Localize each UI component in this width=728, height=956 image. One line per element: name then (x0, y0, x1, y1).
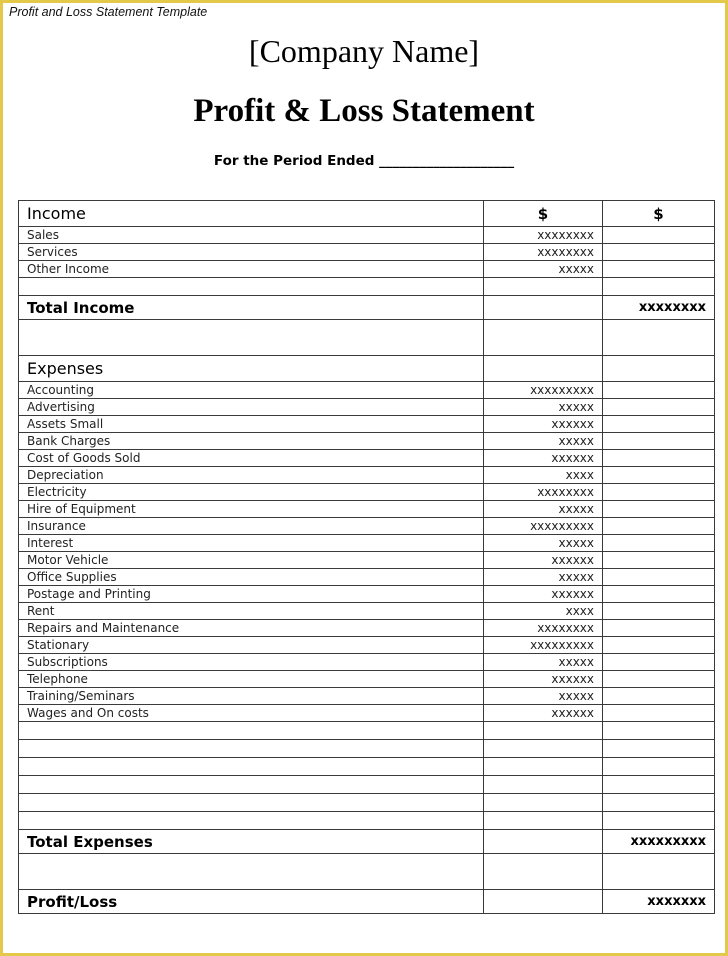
empty-cell (19, 278, 484, 296)
empty-cell (603, 758, 715, 776)
table-row (19, 450, 715, 467)
line-item-amount: xxxxxxxxx (484, 637, 603, 654)
line-item-label: Interest (19, 535, 484, 552)
line-item-label: Cost of Goods Sold (19, 450, 484, 467)
blank-row (19, 776, 715, 794)
line-item-label: Electricity (19, 484, 484, 501)
expenses-heading: Expenses (19, 356, 484, 382)
empty-cell (603, 416, 715, 433)
empty-cell (603, 320, 715, 356)
line-item-amount: xxxxxxxx (484, 227, 603, 244)
line-item-amount: xxxxxx (484, 705, 603, 722)
total-income-row-label: Total Income (19, 296, 484, 320)
total-income-row (19, 296, 715, 320)
table-row (19, 399, 715, 416)
line-item-amount: xxxxx (484, 433, 603, 450)
income-header-row (19, 201, 715, 227)
empty-cell (603, 637, 715, 654)
line-item-amount: xxxxxxxx (484, 484, 603, 501)
profit-loss-row-amount: xxxxxxx (603, 890, 715, 914)
total-expenses-row-label: Total Expenses (19, 830, 484, 854)
empty-cell (484, 278, 603, 296)
empty-cell (484, 740, 603, 758)
line-item-amount: xxxx (484, 467, 603, 484)
table-row (19, 620, 715, 637)
line-item-amount: xxxxxxxxx (484, 518, 603, 535)
empty-cell (603, 278, 715, 296)
line-item-amount: xxxxxx (484, 450, 603, 467)
empty-cell (603, 671, 715, 688)
empty-cell (484, 776, 603, 794)
total-income-row-amount: xxxxxxxx (603, 296, 715, 320)
line-item-label: Telephone (19, 671, 484, 688)
table-row (19, 467, 715, 484)
line-item-label: Sales (19, 227, 484, 244)
table-row (19, 382, 715, 399)
template-label: Profit and Loss Statement Template (9, 5, 208, 19)
company-name: [Company Name] (248, 33, 480, 69)
empty-cell (603, 812, 715, 830)
profit-loss-row (19, 890, 715, 914)
line-item-amount: xxxxxx (484, 586, 603, 603)
table-row (19, 518, 715, 535)
line-item-amount: xxxxx (484, 569, 603, 586)
blank-row (19, 722, 715, 740)
line-item-label: Assets Small (19, 416, 484, 433)
table-row (19, 637, 715, 654)
empty-cell (603, 244, 715, 261)
line-item-label: Training/Seminars (19, 688, 484, 705)
blank-row (19, 794, 715, 812)
blank-row (19, 812, 715, 830)
empty-cell (603, 854, 715, 890)
line-item-label: Office Supplies (19, 569, 484, 586)
empty-cell (603, 261, 715, 278)
line-item-label: Services (19, 244, 484, 261)
blank-row (19, 740, 715, 758)
line-item-label: Hire of Equipment (19, 501, 484, 518)
line-item-amount: xxxxx (484, 688, 603, 705)
line-item-amount: xxxxx (484, 501, 603, 518)
empty-cell (603, 740, 715, 758)
table-row (19, 484, 715, 501)
empty-cell (603, 586, 715, 603)
table-row (19, 501, 715, 518)
empty-cell (603, 501, 715, 518)
table-row (19, 261, 715, 278)
empty-cell (484, 890, 603, 914)
line-item-amount: xxxx (484, 603, 603, 620)
empty-cell (603, 603, 715, 620)
table-row (19, 671, 715, 688)
table-row (19, 433, 715, 450)
profit-loss-table (18, 200, 715, 914)
total-expenses-row (19, 830, 715, 854)
line-item-label: Accounting (19, 382, 484, 399)
table-row (19, 244, 715, 261)
line-item-label: Stationary (19, 637, 484, 654)
empty-cell (484, 296, 603, 320)
empty-cell (603, 569, 715, 586)
empty-cell (603, 382, 715, 399)
empty-cell (603, 227, 715, 244)
table-row (19, 227, 715, 244)
empty-cell (484, 758, 603, 776)
statement-title: Profit & Loss Statement (193, 93, 535, 129)
line-item-label: Motor Vehicle (19, 552, 484, 569)
empty-cell (603, 705, 715, 722)
empty-cell (603, 620, 715, 637)
empty-cell (484, 854, 603, 890)
empty-cell (484, 356, 603, 382)
line-item-amount: xxxxxxxx (484, 620, 603, 637)
empty-cell (484, 830, 603, 854)
line-item-label: Subscriptions (19, 654, 484, 671)
empty-cell (19, 854, 484, 890)
table-row (19, 603, 715, 620)
empty-cell (19, 722, 484, 740)
line-item-amount: xxxxx (484, 535, 603, 552)
empty-cell (484, 794, 603, 812)
empty-cell (19, 776, 484, 794)
table-row (19, 416, 715, 433)
line-item-amount: xxxxxx (484, 552, 603, 569)
empty-cell (603, 535, 715, 552)
empty-cell (603, 450, 715, 467)
empty-cell (603, 356, 715, 382)
line-item-amount: xxxxx (484, 399, 603, 416)
line-item-label: Insurance (19, 518, 484, 535)
line-item-label: Advertising (19, 399, 484, 416)
period-ended-label: For the Period Ended ____________________ (213, 153, 515, 169)
empty-cell (603, 722, 715, 740)
line-item-label: Postage and Printing (19, 586, 484, 603)
table-row (19, 688, 715, 705)
line-item-label: Other Income (19, 261, 484, 278)
empty-cell (484, 722, 603, 740)
line-item-amount: xxxxx (484, 654, 603, 671)
expenses-header-row (19, 356, 715, 382)
line-item-label: Repairs and Maintenance (19, 620, 484, 637)
line-item-label: Depreciation (19, 467, 484, 484)
table-row (19, 654, 715, 671)
empty-cell (603, 518, 715, 535)
table-row (19, 586, 715, 603)
empty-cell (603, 776, 715, 794)
line-item-amount: xxxxx (484, 261, 603, 278)
empty-cell (19, 812, 484, 830)
empty-cell (19, 320, 484, 356)
table-row (19, 535, 715, 552)
line-item-amount: xxxxxx (484, 671, 603, 688)
empty-cell (484, 812, 603, 830)
empty-cell (603, 794, 715, 812)
line-item-label: Rent (19, 603, 484, 620)
empty-cell (19, 794, 484, 812)
total-expenses-row-amount: xxxxxxxxx (603, 830, 715, 854)
table-row (19, 569, 715, 586)
income-heading: Income (19, 201, 484, 227)
line-item-amount: xxxxxx (484, 416, 603, 433)
line-item-label: Wages and On costs (19, 705, 484, 722)
profit-loss-row-label: Profit/Loss (19, 890, 484, 914)
empty-cell (603, 552, 715, 569)
empty-cell (19, 758, 484, 776)
empty-cell (603, 654, 715, 671)
table-row (19, 705, 715, 722)
blank-row (19, 278, 715, 296)
empty-cell (603, 467, 715, 484)
column-header-dollar-2: $ (603, 201, 715, 227)
column-header-dollar-1: $ (484, 201, 603, 227)
line-item-label: Bank Charges (19, 433, 484, 450)
spacer-row (19, 320, 715, 356)
spacer-row (19, 854, 715, 890)
empty-cell (603, 688, 715, 705)
table-row (19, 552, 715, 569)
blank-row (19, 758, 715, 776)
empty-cell (603, 433, 715, 450)
line-item-amount: xxxxxxxxx (484, 382, 603, 399)
empty-cell (484, 320, 603, 356)
empty-cell (603, 399, 715, 416)
line-item-amount: xxxxxxxx (484, 244, 603, 261)
empty-cell (19, 740, 484, 758)
empty-cell (603, 484, 715, 501)
